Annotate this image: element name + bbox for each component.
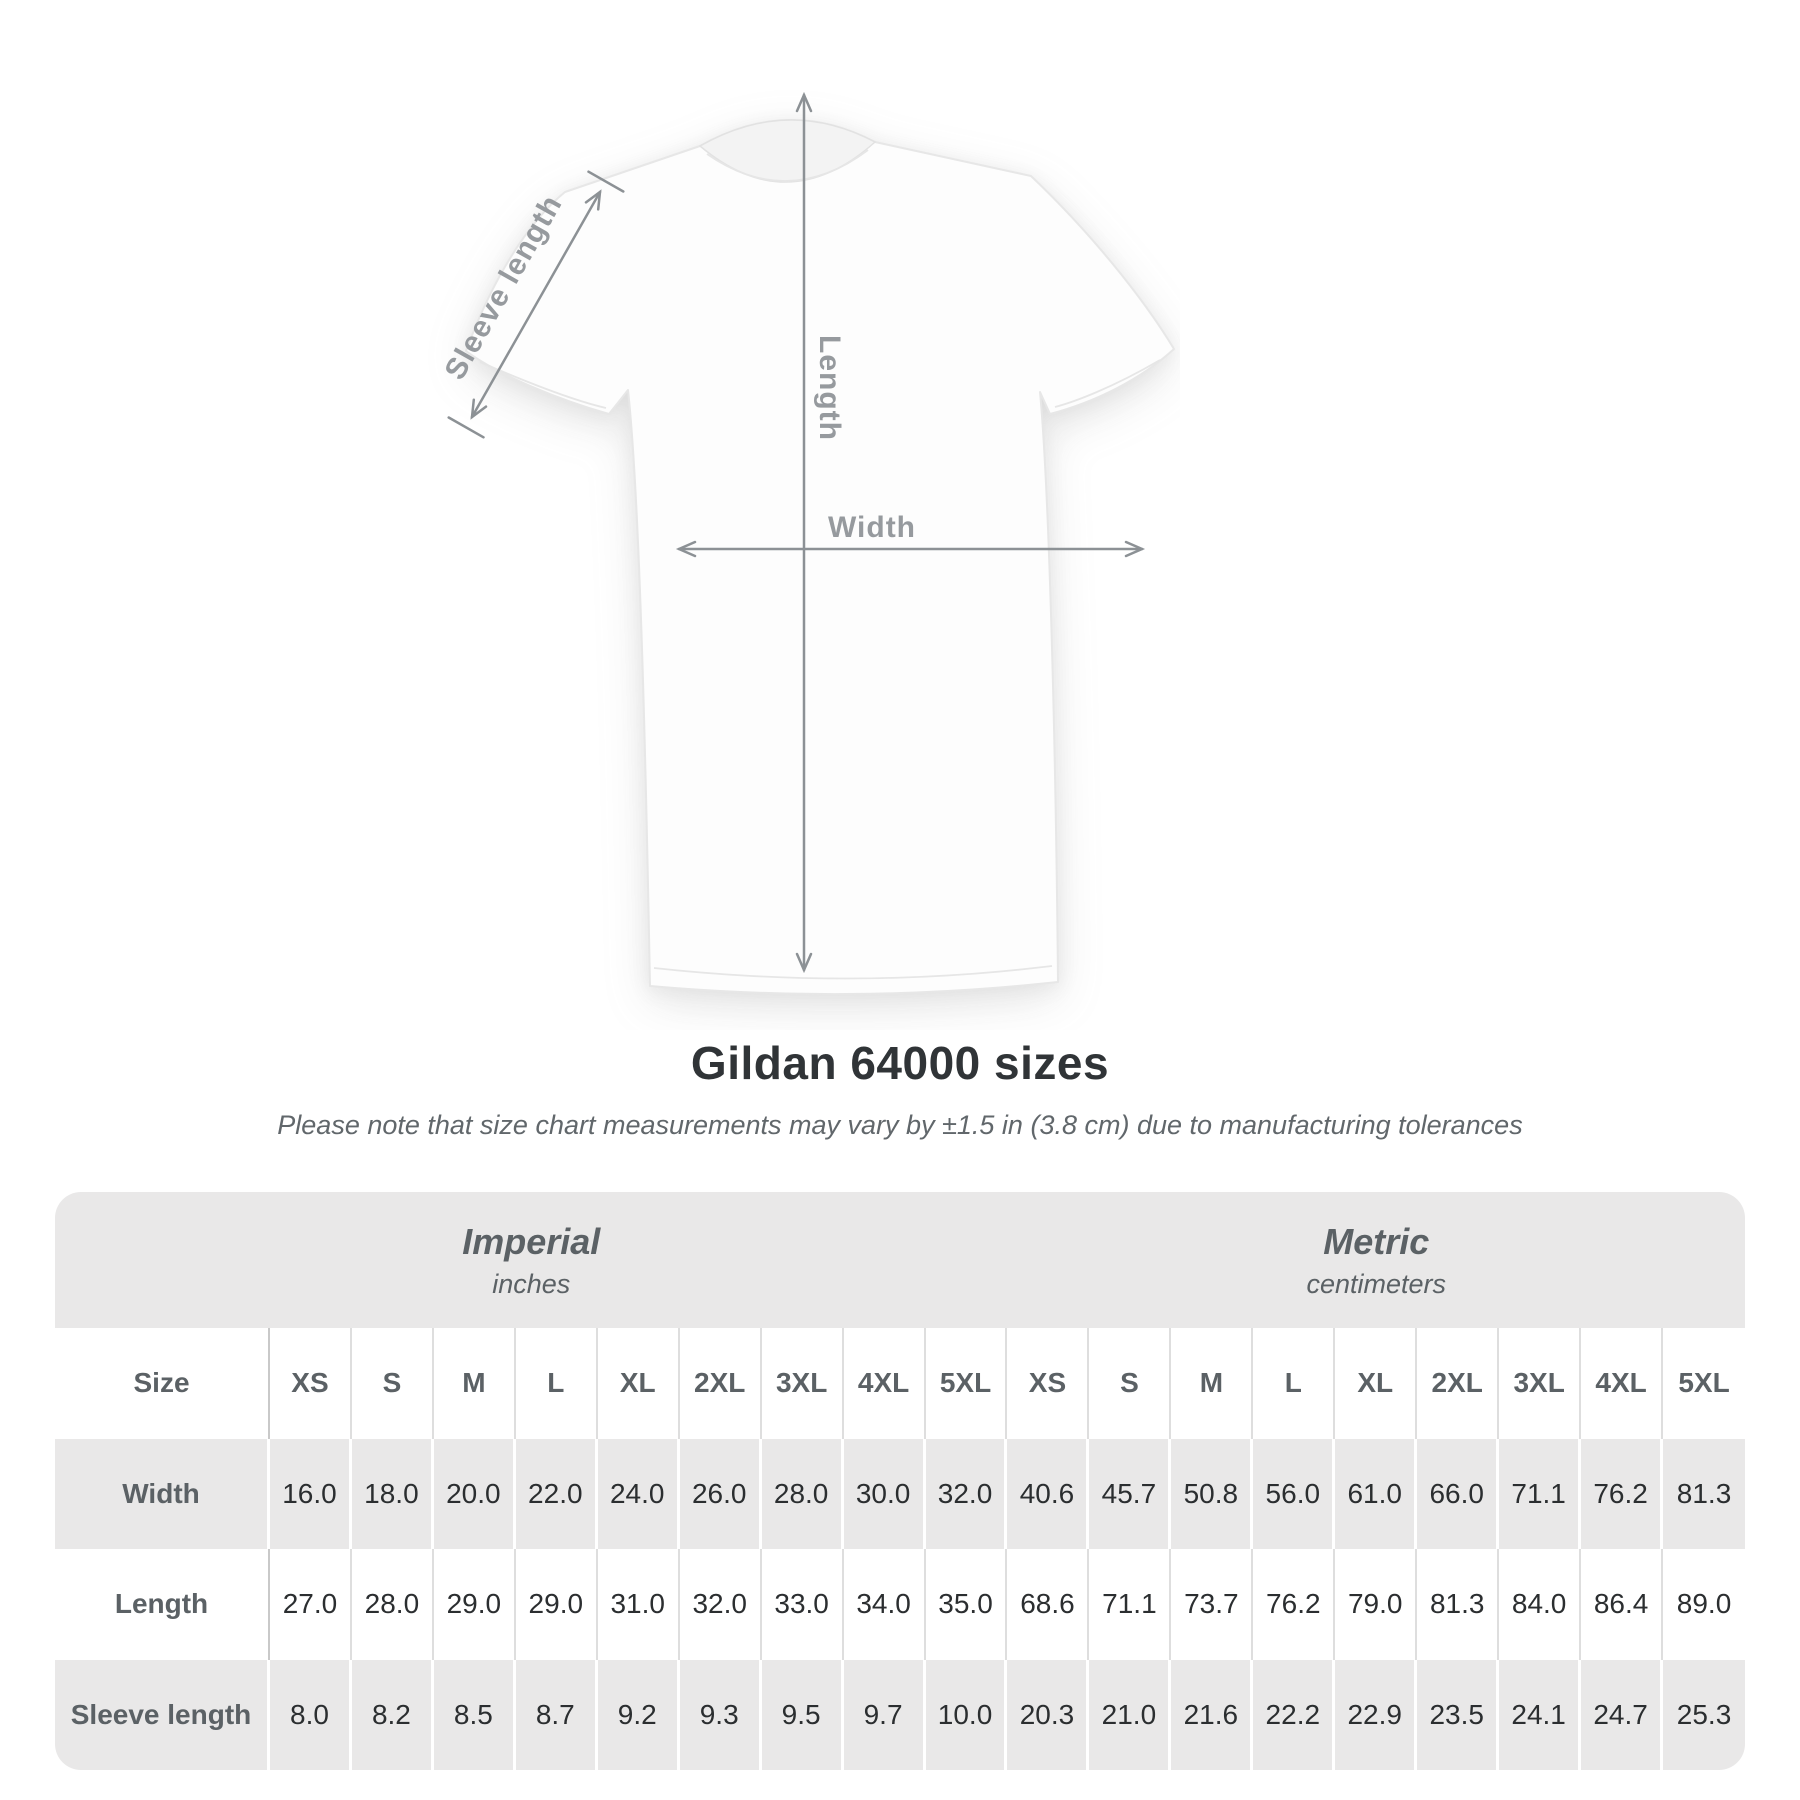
table-cell: 23.5 — [1417, 1660, 1499, 1771]
tshirt-illustration — [466, 120, 1174, 994]
table-cell: 50.8 — [1171, 1439, 1253, 1550]
table-cell: 9.2 — [598, 1660, 680, 1771]
table-cell: 40.6 — [1007, 1439, 1089, 1550]
metric-header — [1008, 1192, 1746, 1328]
table-cell: 30.0 — [844, 1439, 926, 1550]
size-col-header: 3XL — [762, 1328, 844, 1439]
table-cell: 20.0 — [434, 1439, 516, 1550]
size-col-header: 5XL — [1678, 1367, 1730, 1399]
length-row — [55, 1549, 1745, 1660]
table-cell: 22.9 — [1335, 1660, 1417, 1771]
size-col-header: M — [1171, 1328, 1253, 1439]
table-cell: 89.0 — [1676, 1588, 1732, 1620]
table-cell: 9.7 — [844, 1660, 926, 1771]
row-label: Sleeve length — [55, 1660, 270, 1771]
table-cell: 9.3 — [680, 1660, 762, 1771]
table-cell: 25.3 — [1676, 1698, 1732, 1730]
table-cell: 22.0 — [516, 1439, 598, 1550]
table-cell: 32.0 — [926, 1439, 1008, 1550]
size-col-header: S — [352, 1328, 434, 1439]
table-cell: 29.0 — [516, 1549, 598, 1660]
size-col-header: L — [1253, 1328, 1335, 1439]
table-cell: 33.0 — [762, 1549, 844, 1660]
width-row — [55, 1439, 1745, 1550]
table-cell: 27.0 — [270, 1549, 352, 1660]
tshirt-body — [466, 120, 1174, 994]
table-cell: 8.2 — [352, 1660, 434, 1771]
size-col-header: M — [434, 1328, 516, 1439]
imperial-header — [55, 1192, 1008, 1328]
size-col-header: XS — [270, 1328, 352, 1439]
size-col-header: 5XL — [926, 1328, 1008, 1439]
table-cell: 71.1 — [1499, 1439, 1581, 1550]
size-table — [55, 1192, 1745, 1770]
unit-header-band — [55, 1192, 1745, 1328]
sleeve-length-label: Sleeve length — [438, 189, 569, 386]
metric-sublabel: centimeters — [1306, 1268, 1447, 1299]
table-cell: 28.0 — [352, 1549, 434, 1660]
table-cell: 21.0 — [1089, 1660, 1171, 1771]
length-label: Length — [813, 335, 846, 441]
table-cell: 21.6 — [1171, 1660, 1253, 1771]
table-cell: 16.0 — [270, 1439, 352, 1550]
table-cell: 71.1 — [1089, 1549, 1171, 1660]
table-cell: 24.7 — [1581, 1660, 1663, 1771]
imperial-sublabel: inches — [492, 1268, 571, 1299]
table-cell: 86.4 — [1581, 1549, 1663, 1660]
tolerance-note: Please note that size chart measurements may vary by ±1.5 in (3.8 cm) due to manufacturing tolerances — [277, 1110, 1523, 1140]
sleeve-length-row — [55, 1660, 1745, 1771]
size-header-row — [55, 1328, 1745, 1439]
table-cell: 28.0 — [762, 1439, 844, 1550]
size-col-header: 2XL — [680, 1328, 762, 1439]
table-cell: 56.0 — [1253, 1439, 1335, 1550]
tshirt-measurement-diagram — [400, 70, 1180, 1030]
table-cell: 8.0 — [270, 1660, 352, 1771]
metric-label: Metric — [1323, 1220, 1430, 1262]
size-col-header: 3XL — [1499, 1328, 1581, 1439]
sleeve-end-tick-bottom — [449, 418, 484, 438]
table-cell: 84.0 — [1499, 1549, 1581, 1660]
size-col-header: S — [1089, 1328, 1171, 1439]
table-cell: 24.1 — [1499, 1660, 1581, 1771]
table-cell: 22.2 — [1253, 1660, 1335, 1771]
table-cell: 26.0 — [680, 1439, 762, 1550]
table-cell: 68.6 — [1007, 1549, 1089, 1660]
table-cell: 61.0 — [1335, 1439, 1417, 1550]
table-cell: 81.3 — [1417, 1549, 1499, 1660]
table-cell: 79.0 — [1335, 1549, 1417, 1660]
width-label: Width — [827, 511, 917, 544]
table-cell: 10.0 — [926, 1660, 1008, 1771]
table-cell: 9.5 — [762, 1660, 844, 1771]
table-cell: 45.7 — [1089, 1439, 1171, 1550]
page-title: Gildan 64000 sizes — [690, 1037, 1110, 1089]
row-label: Length — [55, 1549, 270, 1660]
table-cell: 18.0 — [352, 1439, 434, 1550]
table-cell: 24.0 — [598, 1439, 680, 1550]
table-cell: 81.3 — [1676, 1477, 1732, 1509]
size-col-header: 2XL — [1417, 1328, 1499, 1439]
table-cell: 76.2 — [1581, 1439, 1663, 1550]
row-label: Width — [55, 1439, 270, 1550]
size-col-header: 4XL — [844, 1328, 926, 1439]
table-cell: 20.3 — [1007, 1660, 1089, 1771]
size-col-header: 4XL — [1581, 1328, 1663, 1439]
table-cell: 66.0 — [1417, 1439, 1499, 1550]
table-cell: 35.0 — [926, 1549, 1008, 1660]
table-cell: 8.5 — [434, 1660, 516, 1771]
size-col-header: XL — [598, 1328, 680, 1439]
size-col-header: L — [516, 1328, 598, 1439]
size-col-header: XS — [1007, 1328, 1089, 1439]
table-cell: 34.0 — [844, 1549, 926, 1660]
size-col-header: XL — [1335, 1328, 1417, 1439]
table-cell: 8.7 — [516, 1660, 598, 1771]
imperial-label: Imperial — [462, 1220, 601, 1262]
table-cell: 76.2 — [1253, 1549, 1335, 1660]
table-cell: 31.0 — [598, 1549, 680, 1660]
table-cell: 29.0 — [434, 1549, 516, 1660]
size-header: Size — [55, 1328, 270, 1439]
table-cell: 32.0 — [680, 1549, 762, 1660]
table-cell: 73.7 — [1171, 1549, 1253, 1660]
